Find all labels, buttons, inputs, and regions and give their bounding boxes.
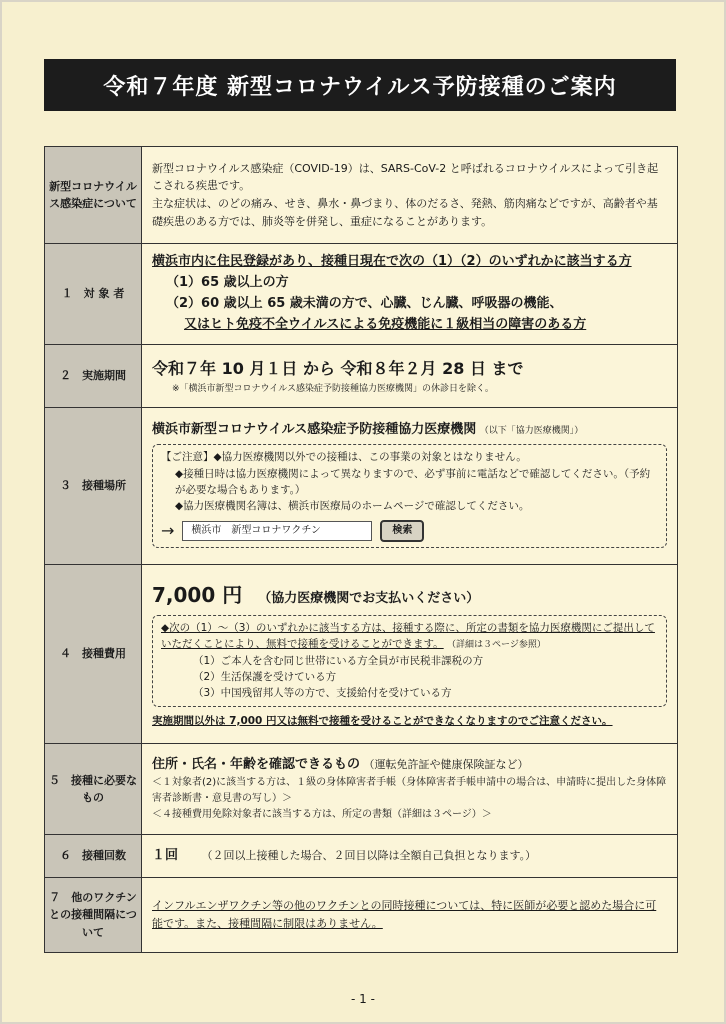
items-note-1: ＜１対象者(2)に該当する方は、１級の身体障害者手帳（身体障害者手帳申請中の場合は、申請時に提出した身体障害者診断書・意見書の写し）＞ [152, 777, 667, 805]
row-label-items: ５ 接種に必要なもの [45, 744, 142, 835]
cost-price: 7,000 円 [152, 582, 243, 607]
count-note: （２回以上接種した場合、２回目以降は全額自己負担となります。） [201, 848, 537, 862]
info-table [44, 146, 678, 953]
place-heading-note: （以下「協力医療機関」） [479, 425, 584, 436]
place-caution-3: ◆協力医療機関名簿は、横浜市医療局のホームページで確認してください。 [175, 500, 530, 513]
cost-exempt-box [152, 615, 667, 707]
about-paragraph-1: 新型コロナウイルス感染症（COVID-19）は、SARS-CoV-2 と呼ばれるコロナウイルスによって引き起こされる疾患です。 [152, 161, 659, 193]
row-label-interval: ７ 他のワクチンとの接種間隔について [45, 878, 142, 953]
target-item-1: （1）65 歳以上の方 [166, 275, 289, 291]
row-label-count: ６ 接種回数 [45, 835, 142, 878]
row-label-cost: ４ 接種費用 [45, 565, 142, 744]
document-page [2, 2, 724, 1022]
target-item-2b: 又はヒト免疫不全ウイルスによる免疫機能に１級相当の障害のある方 [184, 316, 587, 332]
items-note-2: ＜４接種費用免除対象者に該当する方は、所定の書類（詳細は３ページ）＞ [152, 809, 492, 821]
row-content-cost [142, 565, 678, 744]
period-dates: 令和７年 10 月１日 から 令和８年２月 28 日 まで [152, 359, 524, 378]
cost-item-2: （2）生活保護を受けている方 [193, 671, 337, 684]
row-label-target: １ 対 象 者 [45, 244, 142, 345]
row-content-items [142, 744, 678, 835]
row-content-period [142, 345, 678, 408]
search-input: 横浜市 新型コロナワクチン [182, 521, 372, 541]
row-content-count [142, 835, 678, 878]
table-row [45, 244, 678, 345]
cost-warning: 実施期間以外は 7,000 円又は無料で接種を受けることができなくなりますのでご注意ください。 [152, 714, 613, 727]
cost-exempt-ref: （詳細は３ページ参照） [447, 639, 546, 650]
table-row [45, 835, 678, 878]
arrow-right-icon: → [161, 520, 175, 540]
count-value: １回 [152, 847, 179, 863]
search-row [161, 519, 658, 544]
page-number: - 1 - [351, 992, 375, 1006]
table-row [45, 744, 678, 835]
period-note: ※「横浜市新型コロナウイルス感染症予防接種協力医療機関」の休診日を除く。 [172, 383, 494, 394]
row-content-place [142, 408, 678, 565]
table-row [45, 147, 678, 244]
row-label-about: 新型コロナウイルス感染症について [45, 147, 142, 244]
cost-item-3: （3）中国残留邦人等の方で、支援給付を受けている方 [193, 687, 452, 700]
table-row [45, 408, 678, 565]
search-button: 検索 [380, 520, 424, 542]
table-row [45, 565, 678, 744]
row-content-about [142, 147, 678, 244]
cost-price-note: （協力医療機関でお支払いください） [258, 590, 480, 606]
place-heading: 横浜市新型コロナウイルス感染症予防接種協力医療機関 [152, 421, 477, 437]
target-lead: 横浜市内に住民登録があり、接種日現在で次の（1）（2）のいずれかに該当する方 [152, 254, 632, 270]
target-item-2: （2）60 歳以上 65 歳未満の方で、心臓、じん臓、呼吸器の機能、 [166, 296, 563, 311]
page-title: 令和７年度 新型コロナウイルス予防接種のご案内 [44, 59, 676, 111]
table-row [45, 345, 678, 408]
place-caution-2: ◆接種日時は協力医療機関によって異なりますので、必ず事前に電話などで確認してください。（予約が必要な場合もあります。） [175, 467, 651, 496]
items-main: 住所・氏名・年齢を確認できるもの [152, 756, 361, 772]
cost-item-1: （1）ご本人を含む同じ世帯にいる方全員が市民税非課税の方 [193, 654, 484, 667]
row-content-interval [142, 878, 678, 953]
about-paragraph-2: 主な症状は、のどの痛み、せき、鼻水・鼻づまり、体のだるさ、発熱、筋肉痛などですが、高齢者や基礎疾患のある方では、肺炎等を併発し、重症になることがあります。 [152, 197, 658, 228]
row-label-period: ２ 実施期間 [45, 345, 142, 408]
interval-text: インフルエンザワクチン等の他のワクチンとの同時接種については、特に医師が必要と認めた場合に可能です。また、接種間隔に制限はありません。 [152, 899, 657, 930]
items-main-note: （運転免許証や健康保険証など） [363, 757, 529, 771]
row-content-target [142, 244, 678, 345]
place-caution-1: 【ご注意】◆協力医療機関以外での接種は、この事業の対象とはなりません。 [161, 451, 527, 464]
table-row [45, 878, 678, 953]
place-caution-box [152, 444, 667, 548]
cost-exempt-text: ◆次の（1）～（3）のいずれかに該当する方は、接種する際に、所定の書類を協力医療機関にご提出していただくことにより、無料で接種を受けることができます。 [161, 621, 655, 650]
row-label-place: ３ 接種場所 [45, 408, 142, 565]
